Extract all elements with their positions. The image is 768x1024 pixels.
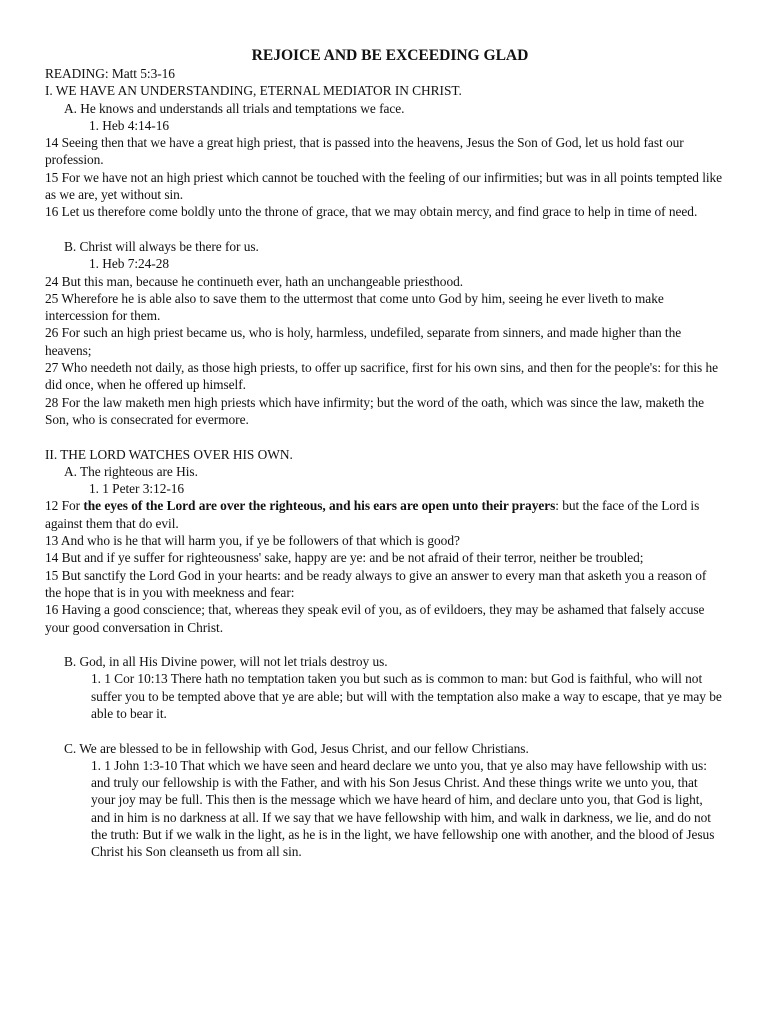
verse-heb-7-27: 27 Who needeth not daily, as those high priests, to offer up sacrifice, first for his own sins, and then for the people's: for this he did once, when he offered up himself. [45,360,719,393]
section-2-point-a: A. The righteous are His. [64,463,198,479]
verse-12-suffix: : but the face of the Lord is against them that do evil. [45,498,700,531]
section-1-point-b: B. Christ will always be there for us. [64,238,259,254]
section-2-point-a-reference: 1. 1 Peter 3:12-16 [89,481,185,497]
section-2-point-b: B. God, in all His Divine power, will not let trials destroy us. [64,654,388,670]
verse-heb-7-26: 26 For such an high priest became us, who is holy, harmless, undefiled, separate from sinners, and made higher than the heavens; [45,325,682,358]
verse-heb-7-24: 24 But this man, because he continueth ever, hath an unchangeable priesthood. [45,273,464,289]
verse-heb-7-28: 28 For the law maketh men high priests which have infirmity; but the word of the oath, which was since the law, maketh the Son, who is consecrated for evermore. [45,394,705,427]
verse-1-peter-3-15: 15 But sanctify the Lord God in your hearts: and be ready always to give an answer to every man that asketh you a reason of the hope that is in you with meekness and fear: [45,567,707,600]
spacer [45,221,725,238]
spacer [45,636,725,653]
verse-1-peter-3-13: 13 And who is he that will harm you, if ye be followers of that which is good? [45,533,460,549]
section-1-heading: I. WE HAVE AN UNDERSTANDING, ETERNAL MEDIATOR IN CHRIST. [45,83,462,99]
document-page [45,46,725,861]
section-1-point-a-reference: 1. Heb 4:14-16 [89,117,170,133]
spacer [45,722,725,739]
verse-1-peter-3-12 [45,497,725,532]
verse-1-peter-3-16: 16 Having a good conscience; that, whereas they speak evil of you, as of evildoers, they may be ashamed that falsely accuse your good conversation in Christ. [45,602,705,635]
section-1-point-a: A. He knows and understands all trials and temptations we face. [64,100,405,116]
section-2-point-b-text: 1. 1 Cor 10:13 There hath no temptation taken you but such as is common to man: but God is faithful, who will not suffer you to be tempted above that ye are able; but will with the temptation also make a way to escape, that ye may be able to bear it. [91,671,722,721]
verse-heb-4-14: 14 Seeing then that we have a great high priest, that is passed into the heavens, Jesus the Son of God, let us hold fast our profession. [45,135,684,168]
verse-heb-4-15: 15 For we have not an high priest which cannot be touched with the feeling of our infirmities; but was in all points tempted like as we are, yet without sin. [45,169,723,203]
reading-reference: READING: Matt 5:3-16 [45,66,175,81]
verse-12-emphasis: the eyes of the Lord are over the righteous, and his ears are open unto their prayers [83,498,556,514]
verse-12-prefix: 12 For [45,498,84,514]
verse-1-peter-3-14: 14 But and if ye suffer for righteousness' sake, happy are ye: and be not afraid of their terror, neither be troubled; [45,550,644,566]
verse-heb-4-16: 16 Let us therefore come boldly unto the throne of grace, that we may obtain mercy, and find grace to help in time of need. [45,204,698,220]
document-title: REJOICE AND BE EXCEEDING GLAD [251,47,529,64]
verse-heb-7-25: 25 Wherefore he is able also to save them to the uttermost that come unto God by him, seeing he ever liveth to make intercession for them. [45,290,664,324]
section-2-point-c: C. We are blessed to be in fellowship with God, Jesus Christ, and our fellow Christians. [64,740,529,756]
section-2-heading: II. THE LORD WATCHES OVER HIS OWN. [45,446,293,462]
section-2-point-c-text: 1. 1 John 1:3-10 That which we have seen and heard declare we unto you, that ye also may have fellowship with us: and truly our fellowship is with the Father, and with his Son Jesus Christ. And these things write we unto you, that your joy may be full. This then is the message which we have heard of him, and declare unto you, that God is light, and in him is no darkness at all. If we say that we have fellowship with him, and walk in darkness, we lie, and do not the truth: But if we walk in the light, as he is in the light, we have fellowship one with another, and the blood of Jesus Christ his Son cleanseth us from all sin. [91,757,715,860]
section-1-point-b-reference: 1. Heb 7:24-28 [89,256,170,272]
spacer [45,428,725,445]
